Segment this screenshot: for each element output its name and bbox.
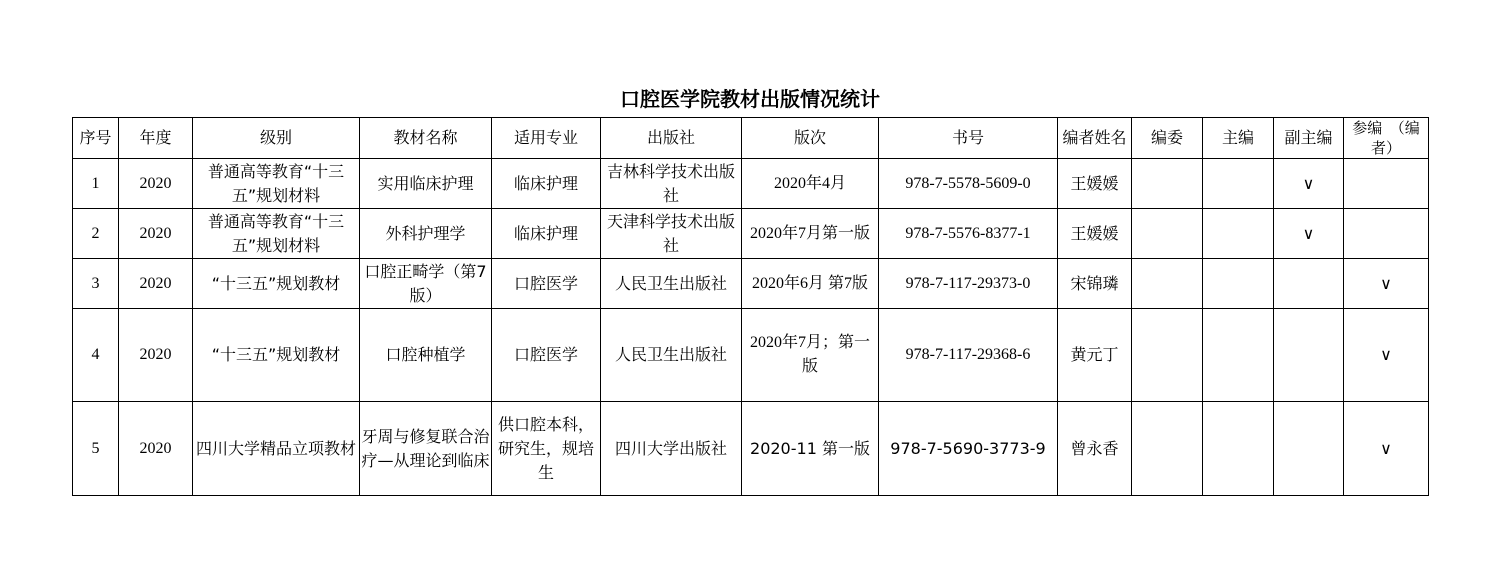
row-chief-editor	[1203, 402, 1274, 496]
textbook-table	[72, 117, 1429, 496]
row-level: “十三五”规划教材	[193, 309, 360, 402]
row-participant	[1344, 159, 1429, 209]
row-year: 2020	[119, 309, 193, 402]
row-major: 口腔医学	[492, 259, 601, 309]
row-deputy-editor	[1274, 402, 1344, 496]
row-editor: 黄元丁	[1058, 309, 1132, 402]
row-participant: ∨	[1344, 309, 1429, 402]
header-cell: 出版社	[601, 118, 742, 159]
row-number: 2	[73, 209, 119, 259]
row-number: 5	[73, 402, 119, 496]
row-editor: 宋锦璘	[1058, 259, 1132, 309]
row-committee	[1132, 209, 1203, 259]
row-textbook-name: 外科护理学	[360, 209, 492, 259]
page-title: 口腔医学院教材出版情况统计	[620, 87, 880, 111]
header-cell: 级别	[193, 118, 360, 159]
row-number: 1	[73, 159, 119, 209]
row-edition: 2020年6月 第7版	[742, 259, 879, 309]
row-publisher: 人民卫生出版社	[601, 259, 742, 309]
row-deputy-editor: ∨	[1274, 159, 1344, 209]
row-textbook-name: 牙周与修复联合治疗—从理论到临床	[360, 402, 492, 496]
row-year: 2020	[119, 209, 193, 259]
row-isbn: 978-7-5578-5609-0	[879, 159, 1058, 209]
row-editor: 王媛媛	[1058, 209, 1132, 259]
row-major: 供口腔本科，研究生，规培生	[492, 402, 601, 496]
header-cell: 适用专业	[492, 118, 601, 159]
row-textbook-name: 实用临床护理	[360, 159, 492, 209]
row-major: 口腔医学	[492, 309, 601, 402]
table-row	[73, 259, 1429, 309]
header-cell: 编委	[1132, 118, 1203, 159]
row-major: 临床护理	[492, 209, 601, 259]
row-publisher: 人民卫生出版社	[601, 309, 742, 402]
row-chief-editor	[1203, 159, 1274, 209]
header-row	[73, 118, 1429, 159]
row-deputy-editor	[1274, 259, 1344, 309]
row-edition: 2020年4月	[742, 159, 879, 209]
header-cell: 副主编	[1274, 118, 1344, 159]
row-committee	[1132, 309, 1203, 402]
header-cell: 书号	[879, 118, 1058, 159]
row-year: 2020	[119, 259, 193, 309]
row-level: 普通高等教育“十三五”规划材料	[193, 159, 360, 209]
row-deputy-editor	[1274, 309, 1344, 402]
row-committee	[1132, 159, 1203, 209]
table-row	[73, 159, 1429, 209]
header-cell: 年度	[119, 118, 193, 159]
row-publisher: 四川大学出版社	[601, 402, 742, 496]
row-edition: 2020年7月第一版	[742, 209, 879, 259]
row-deputy-editor: ∨	[1274, 209, 1344, 259]
row-chief-editor	[1203, 209, 1274, 259]
row-participant: ∨	[1344, 259, 1429, 309]
row-edition: 2020-11 第一版	[742, 402, 879, 496]
row-isbn: 978-7-117-29373-0	[879, 259, 1058, 309]
table-row	[73, 209, 1429, 259]
table-row	[73, 402, 1429, 496]
row-committee	[1132, 259, 1203, 309]
header-cell: 序号	[73, 118, 119, 159]
row-year: 2020	[119, 402, 193, 496]
table-row	[73, 309, 1429, 402]
row-publisher: 天津科学技术出版社	[601, 209, 742, 259]
row-isbn: 978-7-5576-8377-1	[879, 209, 1058, 259]
row-number: 4	[73, 309, 119, 402]
header-cell: 编者姓名	[1058, 118, 1132, 159]
header-cell: 参编 （编者）	[1344, 118, 1429, 159]
row-textbook-name: 口腔正畸学（第7版）	[360, 259, 492, 309]
row-participant: ∨	[1344, 402, 1429, 496]
row-year: 2020	[119, 159, 193, 209]
row-publisher: 吉林科学技术出版社	[601, 159, 742, 209]
header-cell: 版次	[742, 118, 879, 159]
row-edition: 2020年7月；第一版	[742, 309, 879, 402]
row-level: 普通高等教育“十三五”规划材料	[193, 209, 360, 259]
row-isbn: 978-7-5690-3773-9	[879, 402, 1058, 496]
row-chief-editor	[1203, 309, 1274, 402]
header-cell: 教材名称	[360, 118, 492, 159]
row-level: 四川大学精品立项教材	[193, 402, 360, 496]
row-editor: 王媛媛	[1058, 159, 1132, 209]
header-cell: 主编	[1203, 118, 1274, 159]
row-participant	[1344, 209, 1429, 259]
row-committee	[1132, 402, 1203, 496]
row-level: “十三五”规划教材	[193, 259, 360, 309]
row-isbn: 978-7-117-29368-6	[879, 309, 1058, 402]
row-editor: 曾永香	[1058, 402, 1132, 496]
row-number: 3	[73, 259, 119, 309]
row-chief-editor	[1203, 259, 1274, 309]
row-major: 临床护理	[492, 159, 601, 209]
row-textbook-name: 口腔种植学	[360, 309, 492, 402]
